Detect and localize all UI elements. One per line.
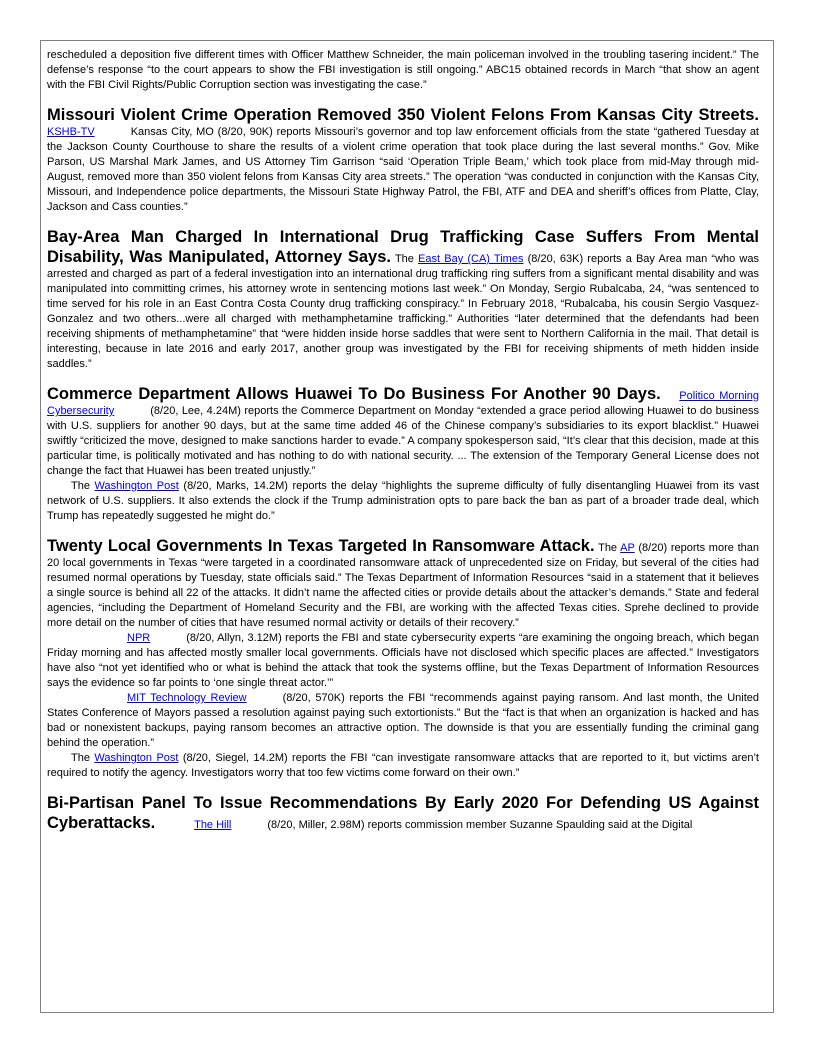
story-texas-ransomware (47, 536, 759, 781)
news-briefing-page (47, 48, 759, 845)
story-text: (8/20, Siegel, 14.2M) reports the FBI “can investigate ransomware attacks that are reported to it, but victims aren’t required to notify the agency. Investigators worry that too few victims come forward on their own.” (47, 752, 759, 779)
story-paragraph (47, 479, 759, 524)
story-text: Kansas City, MO (8/20, 90K) reports Missouri’s governor and top law enforcement officials from the state “gathered Tuesday at the Jackson County Courthouse to share the results of a violent crime operation that took place during the last several months.” Gov. Mike Parson, US Marshal Mark James, and US Attorney Tim Garrison “said ‘Operation Triple Beam,’ which took place from mid-May through mid-August, removed more than 350 violent felons from Kansas City area streets.” The operation “was conducted in conjunction with the Kansas City, Missouri, and Independence police departments, the Missouri State Highway Patrol, the FBI, ATF and DEA and sheriff’s offices from Platte, Clay, Jackson and Cass counties.” (47, 126, 759, 213)
story-text: (8/20, Miller, 2.98M) reports commission member Suzanne Spaulding said at the Digital (267, 819, 693, 831)
source-link[interactable]: AP (620, 542, 635, 554)
story-text: (8/20, Allyn, 3.12M) reports the FBI and state cybersecurity experts “are examining the ongoing breach, which began Friday morning and has affected mostly smaller local governments. Officials have not disclosed which specific places are affected.” Investigators have also “not yet identified who or what is behind the attack that took the systems offline, but the Texas Department of Information Resources says the evidence so far points to ‘one single threat actor.’” (47, 632, 759, 689)
story-headline: Bay-Area Man Charged In International Drug Trafficking Case Suffers From Mental Disability, Was Manipulated, Attorney Says. (47, 228, 759, 266)
story-paragraph (47, 384, 759, 479)
story-paragraph (47, 536, 759, 631)
story-paragraph (47, 631, 759, 691)
story-paragraph (47, 227, 759, 372)
source-link[interactable]: Washington Post (94, 752, 179, 764)
story-text: (8/20) reports more than 20 local governments in Texas “were targeted in a coordinated ransomware attack of unprecedented size on Friday, but several of the cities had resumed normal operations by Tuesday, state officials said.” The Texas Department of Information Resources “said in a statement that it believes a single source is behind all 22 of the attacks. It didn’t name the affected cities or provide details about the attacker’s demands.” State and federal agencies, “including the Department of Homeland Security and the FBI, are working with the affected Texas cities. Sprehe declined to provide more detail on the number of cities that have resumed normal activity or details of their recovery.” (47, 542, 759, 629)
source-link[interactable]: The Hill (194, 819, 232, 831)
story-cyberattack-panel (47, 793, 759, 833)
story-paragraph (47, 691, 759, 751)
story-huawei-commerce (47, 384, 759, 524)
story-text-lead: The (394, 253, 419, 265)
source-link[interactable]: Washington Post (94, 480, 179, 492)
story-headline: Missouri Violent Crime Operation Removed 350 Violent Felons From Kansas City Streets. (47, 106, 759, 124)
source-link[interactable]: Politico Morning Cybersecurity (47, 390, 759, 417)
story-bay-area-drug-case (47, 227, 759, 372)
source-link[interactable]: MIT Technology Review (127, 692, 247, 704)
story-text: (8/20, 570K) reports the FBI “recommends against paying ransom. And last month, the United States Conference of Mayors passed a resolution against paying such extortionists.” But the “fact is that when an organization is hacked and has bad or nonexistent backups, paying ransom becomes an attractive option. The downside is that you are essentially funding the criminal gang behind the operation.” (47, 692, 760, 749)
source-link[interactable]: NPR (127, 632, 151, 644)
story-text: (8/20, Marks, 14.2M) reports the delay “highlights the supreme difficulty of fully disentangling Huawei from its vast network of U.S. suppliers. It also extends the clock if the Trump administration opts to pare back the ban as part of a broader trade deal, which Trump has repeatedly suggested he might do.” (47, 480, 760, 522)
story-headline: Commerce Department Allows Huawei To Do Business For Another 90 Days. (47, 385, 661, 403)
story-text: (8/20, 63K) reports a Bay Area man “who was arrested and charged as part of a federal investigation into an international drug trafficking ring suffers from a significant mental disability and was manipulated into committing crimes, his attorney wrote in sentencing motions last week.” On Monday, Sergio Rubalcaba, 24, “was sentenced to time served for his role in an East Contra Costa County drug trafficking conspiracy.” In February 2018, “Rubalcaba, his cousin Sergio Vasquez-Gonzalez and two others...were all charged with methamphetamine trafficking.” Authorities “later determined that the defendants had been receiving shipments of methamphetamine” that “were hidden inside horse saddles that were sent to Northern California in the mail. That detail is interesting, because in late 2016 and early 2017, another group was investigated by the FBI for receiving shipments of meth hidden inside saddles.” (47, 253, 759, 370)
story-text-lead: The (71, 752, 95, 764)
intro-paragraph: rescheduled a deposition five different times with Officer Matthew Schneider, the main policeman involved in the troubling tasering incident.” The defense’s response “to the court appears to show the FBI investigation is still ongoing.” ABC15 obtained records in March “that show an agent with the FBI Civil Rights/Public Corruption section was investigating the case.” (47, 49, 759, 91)
story-text-lead: The (71, 480, 95, 492)
story-text-lead: The (598, 542, 621, 554)
story-headline: Bi-Partisan Panel To Issue Recommendations By Early 2020 For Defending US Against Cyberattacks. (47, 794, 759, 832)
story-missouri-crime-operation (47, 105, 759, 215)
source-link[interactable]: East Bay (CA) Times (418, 253, 524, 265)
story-text: (8/20, Lee, 4.24M) reports the Commerce Department on Monday “extended a grace period allowing Huawei to do business with U.S. suppliers for another 90 days, but at the same time added 46 of the Chinese company’s subsidiaries to its export blacklist.” Huawei swiftly “criticized the move, designed to make sanctions harder to evade.” A company spokesperson said, “It’s clear that this decision, made at this particular time, is politically motivated and has nothing to do with national security. ... The extension of the Temporary General License does not change the fact that Huawei has been treated unjustly.” (47, 405, 759, 477)
story-paragraph (47, 751, 759, 781)
story-headline: Twenty Local Governments In Texas Targeted In Ransomware Attack. (47, 537, 595, 555)
story-paragraph (47, 105, 759, 215)
source-link[interactable]: KSHB-TV (47, 126, 95, 138)
story-paragraph (47, 793, 759, 833)
